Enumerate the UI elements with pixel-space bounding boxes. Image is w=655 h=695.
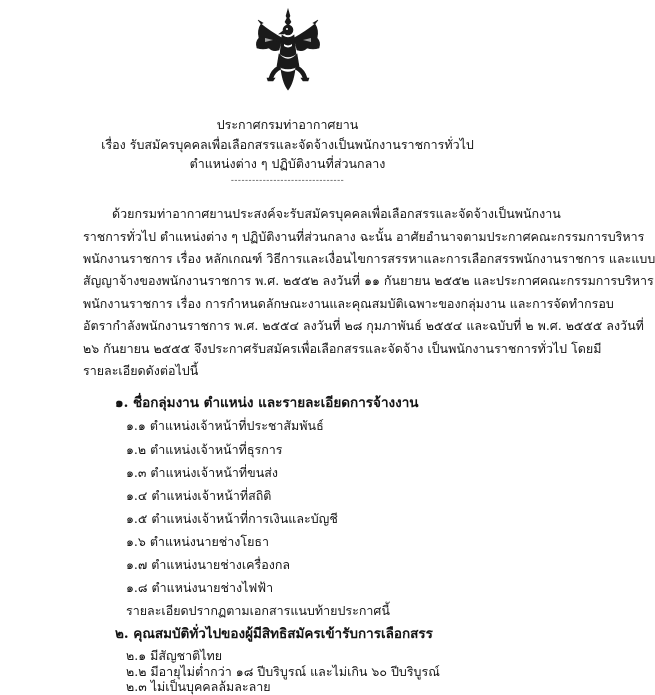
position-item: ๑.๒ ตำแหน่งเจ้าหน้าที่ธุรการ bbox=[126, 442, 283, 457]
header-separator: -------------------------------- bbox=[230, 176, 345, 186]
position-item: ๑.๖ ตำแหน่งนายช่างโยธา bbox=[126, 534, 270, 549]
announcement-agency: ประกาศกรมท่าอากาศยาน bbox=[216, 117, 359, 132]
position-item: ๑.๑ ตำแหน่งเจ้าหน้าที่ประชาสัมพันธ์ bbox=[126, 418, 324, 433]
intro-line: พนักงานราชการ เรื่อง การกำหนดลักษณะงานและคุณสมบัติเฉพาะของกลุ่มงาน และการจัดทำกรอบ bbox=[83, 296, 614, 311]
intro-line: สัญญาจ้างของพนักงานราชการ พ.ศ. ๒๕๕๒ ลงวันที่ ๑๑ กันยายน ๒๕๕๒ และประกาศคณะกรรมการบริหาร bbox=[83, 273, 654, 288]
section-1-heading: ๑. ชื่อกลุ่มงาน ตำแหน่ง และรายละเอียดการจ้างงาน bbox=[115, 395, 419, 411]
section-1-note: รายละเอียดปรากฏตามเอกสารแนบท้ายประกาศนี้ bbox=[126, 603, 390, 618]
position-item: ๑.๗ ตำแหน่งนายช่างเครื่องกล bbox=[126, 557, 291, 572]
intro-line: พนักงานราชการ เรื่อง หลักเกณฑ์ วิธีการและเงื่อนไขการสรรหาและการเลือกสรรพนักงานราชการ และแบบ bbox=[83, 251, 655, 266]
garuda-emblem-icon bbox=[253, 8, 323, 92]
position-item: ๑.๔ ตำแหน่งเจ้าหน้าที่สถิติ bbox=[126, 488, 272, 503]
announcement-positions-line: ตำแหน่งต่าง ๆ ปฏิบัติงานที่ส่วนกลาง bbox=[189, 156, 386, 171]
qualification-item: ๒.๑ มีสัญชาติไทย bbox=[126, 648, 223, 663]
intro-line: ราชการทั่วไป ตำแหน่งต่าง ๆ ปฏิบัติงานที่ส่วนกลาง ฉะนั้น อาศัยอำนาจตามประกาศคณะกรรมการบริหาร bbox=[83, 229, 645, 244]
intro-line: รายละเอียดดังต่อไปนี้ bbox=[83, 363, 199, 378]
announcement-subject: เรื่อง รับสมัครบุคคลเพื่อเลือกสรรและจัดจ้างเป็นพนักงานราชการทั่วไป bbox=[101, 137, 474, 152]
intro-line: ๒๖ กันยายน ๒๕๕๕ จึงประกาศรับสมัครเพื่อเลือกสรรและจัดจ้าง เป็นพนักงานราชการทั่วไป โดยมี bbox=[83, 341, 602, 356]
section-2-heading: ๒. คุณสมบัติทั่วไปของผู้มีสิทธิสมัครเข้ารับการเลือกสรร bbox=[115, 626, 433, 642]
qualification-item: ๒.๓ ไม่เป็นบุคคลล้มละลาย bbox=[126, 679, 271, 694]
position-item: ๑.๓ ตำแหน่งเจ้าหน้าที่ขนส่ง bbox=[126, 465, 278, 480]
intro-line: ด้วยกรมท่าอากาศยานประสงค์จะรับสมัครบุคคลเพื่อเลือกสรรและจัดจ้างเป็นพนักงาน bbox=[112, 206, 561, 221]
position-item: ๑.๕ ตำแหน่งเจ้าหน้าที่การเงินและบัญชี bbox=[126, 511, 338, 526]
intro-line: อัตรากำลังพนักงานราชการ พ.ศ. ๒๕๕๔ ลงวันที่ ๒๘ กุมภาพันธ์ ๒๕๕๔ และฉบับที่ ๒ พ.ศ. ๒๕๕๕ ลงวันที่ bbox=[83, 318, 644, 333]
position-item: ๑.๘ ตำแหน่งนายช่างไฟฟ้า bbox=[126, 580, 274, 595]
qualification-item: ๒.๒ มีอายุไม่ต่ำกว่า ๑๘ ปีบริบูรณ์ และไม่เกิน ๖๐ ปีบริบูรณ์ bbox=[126, 664, 440, 679]
